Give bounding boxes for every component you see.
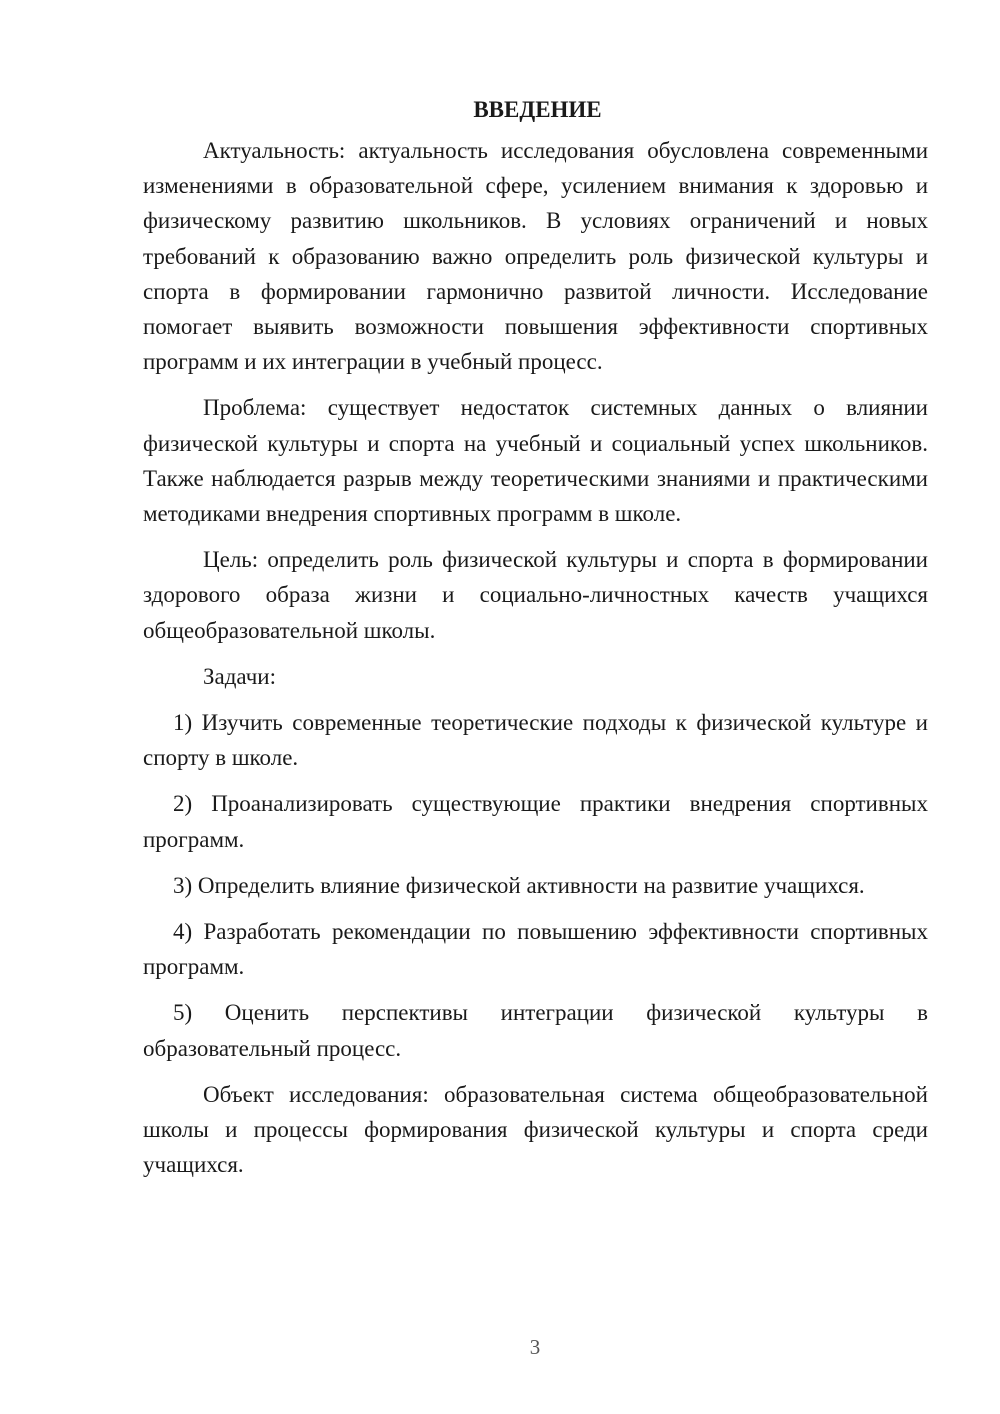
task-item-2: 2) Проанализировать существующие практики внедрения спортивных программ. — [143, 791, 928, 852]
page-number: 3 — [529, 1335, 541, 1359]
tasks-label: Задачи: — [203, 663, 276, 689]
document-body — [143, 92, 928, 1182]
problem-paragraph: Проблема: существует недостаток системных данных о влиянии физической культуры и спорта на учебный и социальный успех школьников. Также наблюдается разрыв между теоретическими знаниями и практическими методиками внедрения спортивных программ в школе. — [143, 395, 928, 527]
task-item-4: 4) Разработать рекомендации по повышению эффективности спортивных программ. — [143, 919, 928, 980]
object-paragraph: Объект исследования: образовательная система общеобразовательной школы и процессы формирования физической культуры и спорта среди учащихся. — [143, 1081, 928, 1178]
page-title: ВВЕДЕНИЕ — [473, 97, 602, 122]
task-item-1: 1) Изучить современные теоретические подходы к физической культуре и спорту в школе. — [143, 710, 928, 771]
task-list — [143, 705, 928, 1066]
relevance-paragraph: Актуальность: актуальность исследования обусловлена современными изменениями в образовательной сфере, усилением внимания к здоровью и физическому развитию школьников. В условиях ограничений и новых требований к образованию важно определить роль физической культуры и спорта в формировании гармонично развитой личности. Исследование помогает выявить возможности повышения эффективности спортивных программ и их интеграции в учебный процесс. — [143, 138, 928, 375]
goal-paragraph: Цель: определить роль физической культуры и спорта в формировании здорового образа жизни и социально-личностных качеств учащихся общеобразовательной школы. — [143, 547, 928, 643]
task-item-3: 3) Определить влияние физической активности на развитие учащихся. — [173, 872, 865, 898]
task-item-5: 5) Оценить перспективы интеграции физической культуры в образовательный процесс. — [143, 1000, 928, 1061]
